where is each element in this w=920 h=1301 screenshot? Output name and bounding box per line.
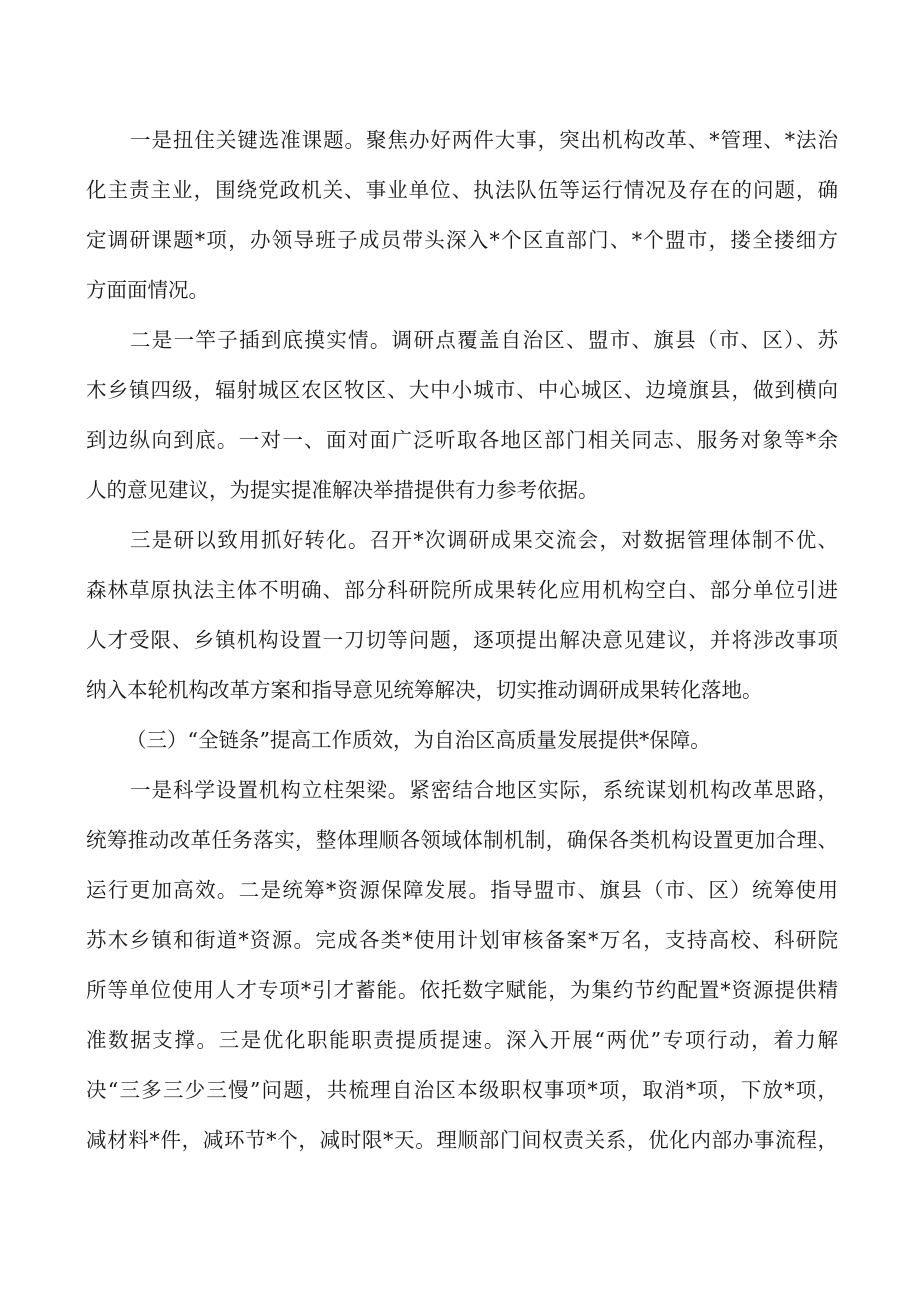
paragraph-line: 一是扭住关键选准课题。聚焦办好两件大事，突出机构改革、*管理、*法治 (130, 128, 838, 152)
paragraph-line: 化主责主业，围绕党政机关、事业单位、执法队伍等运行情况及存在的问题，确 (86, 178, 838, 202)
paragraph-line: 三是研以致用抓好转化。召开*次调研成果交流会，对数据管理体制不优、 (130, 528, 838, 552)
paragraph-line: 决“三多三少三慢”问题，共梳理自治区本级职权事项*项，取消*项，下放*项， (86, 1078, 838, 1102)
paragraph-line: 木乡镇四级，辐射城区农区牧区、大中小城市、中心城区、边境旗县，做到横向 (86, 378, 838, 402)
paragraph-line: 森林草原执法主体不明确、部分科研院所成果转化应用机构空白、部分单位引进 (86, 578, 838, 602)
paragraph-line: 到边纵向到底。一对一、面对面广泛听取各地区部门相关同志、服务对象等*余 (86, 428, 838, 452)
paragraph-line: 减材料*件，减环节*个，减时限*天。理顺部门间权责关系，优化内部办事流程， (86, 1128, 838, 1152)
paragraph-line: 一是科学设置机构立柱架梁。紧密结合地区实际，系统谋划机构改革思路， (130, 778, 838, 802)
paragraph-line: 二是一竿子插到底摸实情。调研点覆盖自治区、盟市、旗县（市、区）、苏 (130, 328, 838, 352)
paragraph-line: 定调研课题*项，办领导班子成员带头深入*个区直部门、*个盟市，搂全搂细方 (86, 228, 838, 252)
paragraph-line: 运行更加高效。二是统筹*资源保障发展。指导盟市、旗县（市、区）统筹使用 (86, 878, 838, 902)
section-heading-text: （三）“全链条”提高工作质效，为自治区高质量发展提供*保障。 (126, 728, 711, 752)
paragraph-line: 人才受限、乡镇机构设置一刀切等问题，逐项提出解决意见建议，并将涉改事项 (86, 628, 838, 652)
paragraph-line: 所等单位使用人才专项*引才蓄能。依托数字赋能，为集约节约配置*资源提供精 (86, 978, 838, 1002)
paragraph-line: 人的意见建议，为提实提准解决举措提供有力参考依据。 (86, 478, 599, 502)
paragraph-line: 方面面情况。 (86, 278, 209, 302)
paragraph-line: 准数据支撑。三是优化职能职责提质提速。深入开展“两优”专项行动，着力解 (86, 1028, 838, 1052)
paragraph-line: 苏木乡镇和街道*资源。完成各类*使用计划审核备案*万名，支持高校、科研院 (86, 928, 838, 952)
paragraph-line: 统筹推动改革任务落实，整体理顺各领域体制机制，确保各类机构设置更加合理、 (86, 828, 838, 852)
paragraph-line: 纳入本轮机构改革方案和指导意见统筹解决，切实推动调研成果转化落地。 (86, 678, 763, 702)
